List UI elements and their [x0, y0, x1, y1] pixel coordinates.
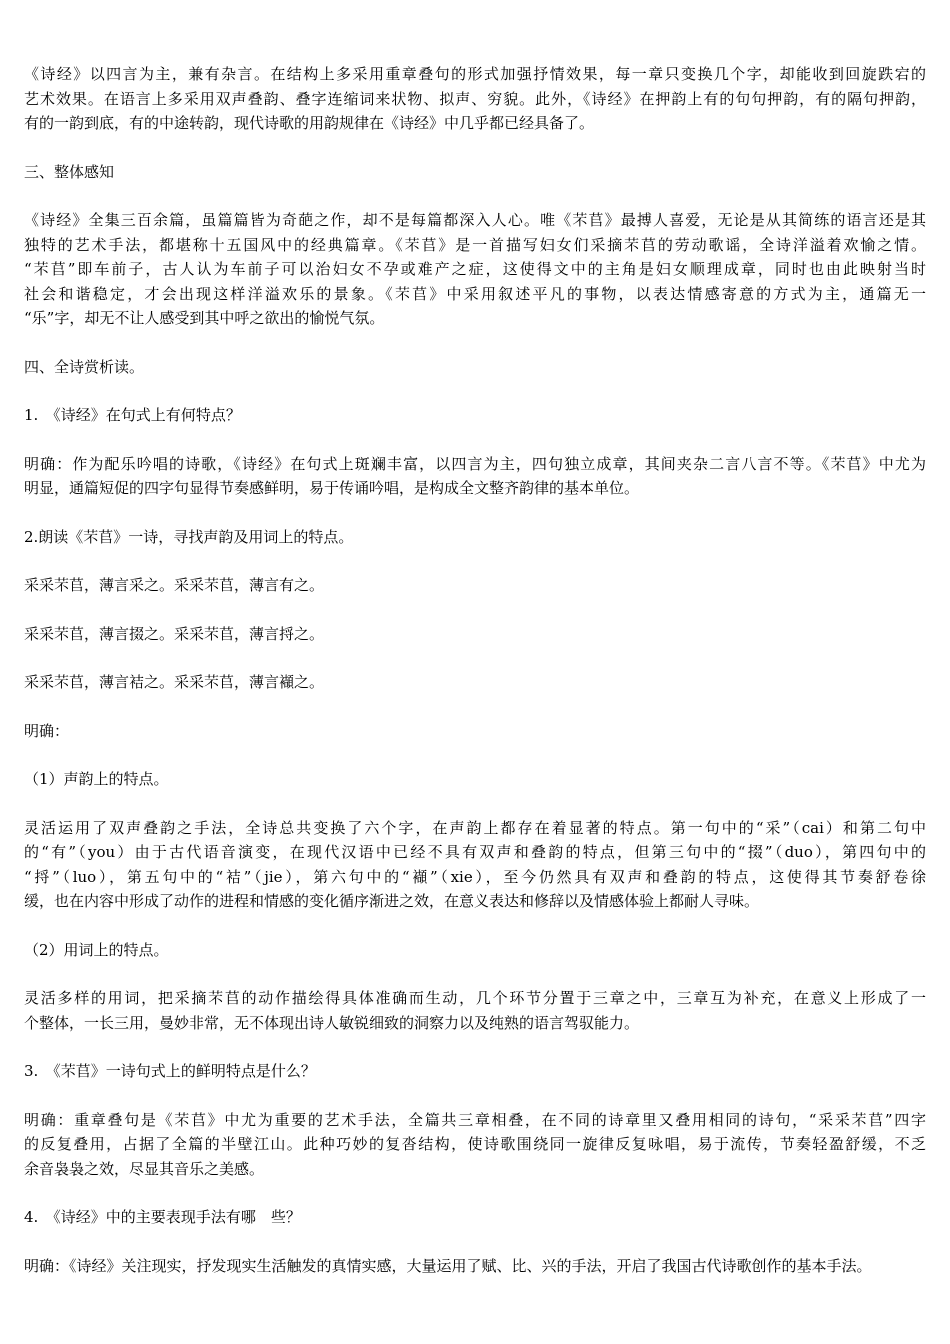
text-line: 的“有”（you）由于古代语音演变，在现代汉语中已经不具有双声和叠韵的特点，但第三句中的“掇”（duo），第四句中的	[24, 843, 926, 861]
text-line: 的反复叠用，占据了全篇的半壁江山。此种巧妙的复沓结构，使诗歌围绕同一旋律反复咏唱，易于流传，节奏轻盈舒缓，不乏	[24, 1135, 926, 1153]
text-line: “乐”字，却无不让人感受到其中呼之欲出的愉悦气氛。	[24, 309, 385, 327]
text-line: 灵活多样的用词，把采摘芣苢的动作描绘得具体准确而生动，几个环节分置于三章之中，三章互为补充，在意义上形成了一	[24, 989, 926, 1007]
text-line: 明确：《诗经》关注现实，抒发现实生活触发的真情实感，大量运用了赋、比、兴的手法，开启了我国古代诗歌创作的基本手法。	[24, 1256, 872, 1275]
text-line: 明确：作为配乐吟唱的诗歌，《诗经》在句式上斑斓丰富，以四言为主，四句独立成章，其间夹杂二言八言不等。《芣苢》中尤为	[24, 454, 926, 473]
paragraph-overall-perception	[24, 208, 926, 331]
poem-line: 采采芣苢，薄言掇之。采采芣苢，薄言捋之。	[24, 624, 325, 643]
subheading-wording: （2）用词上的特点。	[24, 940, 169, 959]
paragraph-wording-features	[24, 986, 926, 1035]
text-line: 个整体，一长三用，曼妙非常，无不体现出诗人敏锐细致的洞察力以及纯熟的语言驾驭能力。	[24, 1013, 640, 1032]
text-line: 艺术效果。在语言上多采用双声叠韵、叠字连缩词来状物、拟声、穷貌。此外，《诗经》在押韵上有的句句押韵，有的隔句押韵，	[24, 89, 926, 108]
text-line: 社会和谐稳定，才会出现这样洋溢欢乐的景象。《芣苢》中采用叙述平凡的事物，以表达情感寄意的方式为主，通篇无一	[24, 284, 926, 303]
section-heading-overall: 三、整体感知	[24, 162, 115, 181]
question-2: 2.朗读《芣苢》一诗，寻找声韵及用词上的特点。	[24, 527, 354, 546]
text-line: 有的一韵到底，有的中途转韵，现代诗歌的用韵规律在《诗经》中几乎都已经具备了。	[24, 114, 595, 132]
text-line: 《诗经》全集三百余篇，虽篇篇皆为奇葩之作，却不是每篇都深入人心。唯《芣苢》最搏人喜爱，无论是从其简练的语言还是其	[24, 211, 926, 229]
text-line: 缓，也在内容中形成了动作的进程和情感的变化循序渐进之效，在意义表达和修辞以及情感体验上都耐人寻味。	[24, 892, 760, 910]
text-line: 灵活运用了双声叠韵之手法，全诗总共变换了六个字，在声韵上都存在着显著的特点。第一句中的“采”（cai）和第二句中	[24, 818, 926, 837]
section-heading-appreciation: 四、全诗赏析读。	[24, 357, 145, 376]
question-4: 4. 《诗经》中的主要表现手法有哪 些？	[24, 1208, 301, 1226]
answer-1	[24, 452, 926, 501]
text-line: 独特的艺术手法，都堪称十五国风中的经典篇章。《芣苢》是一首描写妇女们采摘芣苢的劳动歌谣，全诗洋溢着欢愉之情。	[24, 235, 926, 254]
text-line: “芣苢”即车前子，古人认为车前子可以治妇女不孕或难产之症，这使得文中的主角是妇女顺理成章，同时也由此映射当时	[24, 260, 926, 278]
document-page	[24, 62, 926, 1278]
poem-line: 采采芣苢，薄言袺之。采采芣苢，薄言襭之。	[24, 673, 325, 691]
question-1: 1. 《诗经》在句式上有何特点？	[24, 406, 241, 424]
paragraph-sound-features	[24, 816, 926, 914]
question-3: 3. 《芣苢》一诗句式上的鲜明特点是什么？	[24, 1062, 316, 1080]
subheading-sound: （1）声韵上的特点。	[24, 770, 169, 788]
answer-3	[24, 1108, 926, 1182]
text-line: “捋”（luo），第五句中的“袺”（jie），第六句中的“襭”（xie），至今仍然具有双声和叠韵的特点，这使得其节奏舒卷徐	[24, 867, 926, 886]
answer-4	[24, 1254, 926, 1279]
paragraph-form-and-rhyme	[24, 62, 926, 136]
text-line: 余音袅袅之效，尽显其音乐之美感。	[24, 1159, 265, 1178]
text-line: 《诗经》以四言为主，兼有杂言。在结构上多采用重章叠句的形式加强抒情效果，每一章只变换几个字，却能收到回旋跌宕的	[24, 65, 926, 83]
text-line: 明确：重章叠句是《芣苢》中尤为重要的艺术手法，全篇共三章相叠，在不同的诗章里又叠用相同的诗句，“采采芣苢”四字	[24, 1110, 926, 1129]
text-line: 明显，通篇短促的四字句显得节奏感鲜明，易于传诵吟唱，是构成全文整齐韵律的基本单位。	[24, 479, 640, 497]
poem-line: 采采芣苢，薄言采之。采采芣苢，薄言有之。	[24, 576, 325, 594]
answer-label: 明确：	[24, 721, 70, 740]
